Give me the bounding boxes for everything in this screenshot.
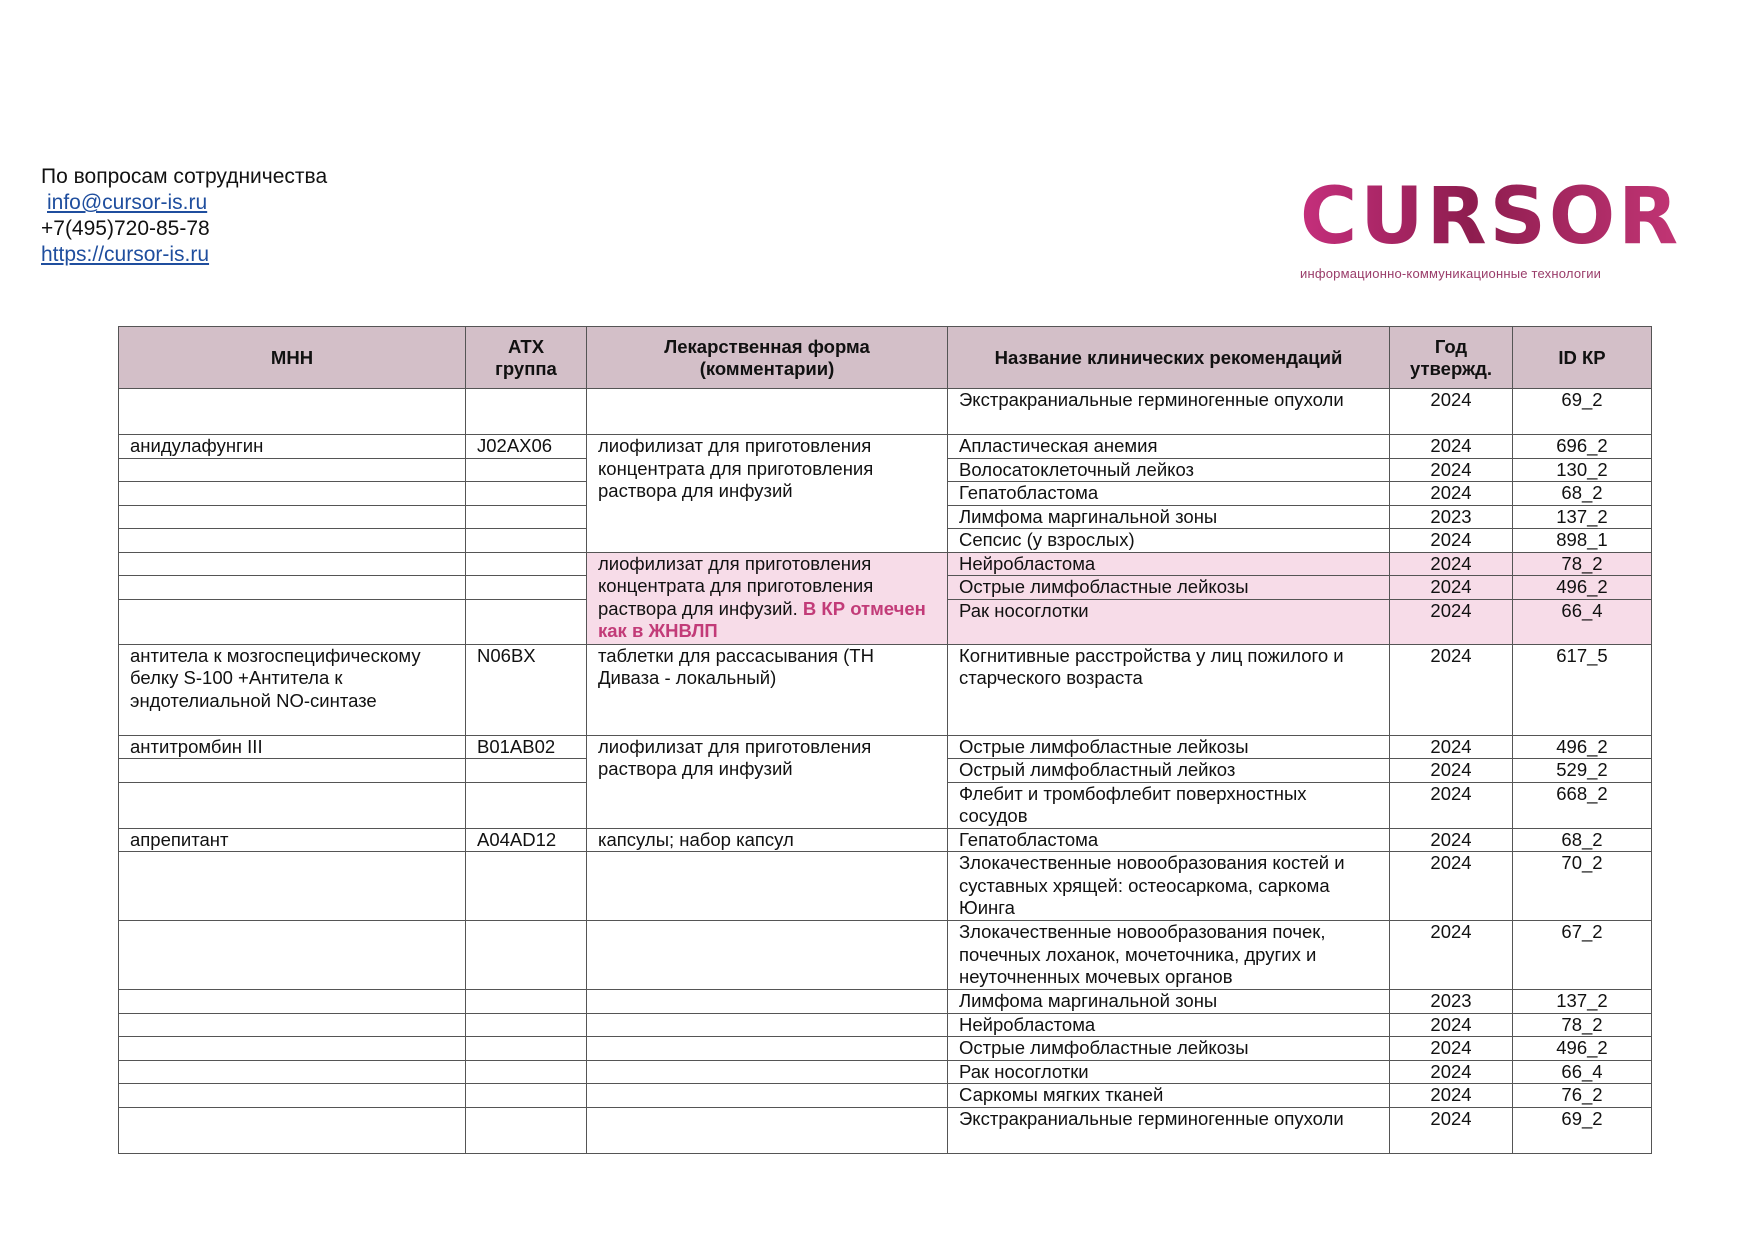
cell-atx [466, 782, 587, 828]
cell-id: 137_2 [1513, 990, 1652, 1014]
cell-kr: Экстракраниальные герминогенные опухоли [948, 1107, 1390, 1153]
cell-kr: Злокачественные новообразования почек, почечных лоханок, мочеточника, других и неуточненных мочевых органов [948, 921, 1390, 990]
cell-mnn: антитела к мозгоспецифическому белку S-100 +Антитела к эндотелиальной NO-синтазе [119, 644, 466, 735]
cell-kr: Сепсис (у взрослых) [948, 529, 1390, 553]
contact-block [41, 164, 327, 268]
table-row [119, 1013, 1652, 1037]
cell-kr: Экстракраниальные герминогенные опухоли [948, 389, 1390, 435]
cell-mnn [119, 458, 466, 482]
cell-atx [466, 921, 587, 990]
table-row [119, 921, 1652, 990]
table-row [119, 435, 1652, 459]
cell-mnn [119, 990, 466, 1014]
cell-id: 78_2 [1513, 552, 1652, 576]
cell-year: 2024 [1390, 1037, 1513, 1061]
cell-kr: Острый лимфобластный лейкоз [948, 759, 1390, 783]
table-header-row [119, 327, 1652, 389]
table-row [119, 1107, 1652, 1153]
cell-atx [466, 505, 587, 529]
table-row [119, 828, 1652, 852]
cell-year: 2024 [1390, 552, 1513, 576]
cell-mnn [119, 921, 466, 990]
cell-year: 2024 [1390, 1013, 1513, 1037]
table-row [119, 852, 1652, 921]
cell-form: таблетки для рассасывания (ТН Диваза - локальный) [587, 644, 948, 735]
header-id: ID КР [1513, 327, 1652, 389]
cell-atx [466, 759, 587, 783]
cell-id: 66_4 [1513, 599, 1652, 644]
cell-mnn [119, 1084, 466, 1108]
cell-mnn [119, 782, 466, 828]
cell-kr: Флебит и тромбофлебит поверхностных сосудов [948, 782, 1390, 828]
logo-tagline: информационно-коммуникационные технологии [1300, 266, 1602, 281]
cell-year: 2024 [1390, 828, 1513, 852]
cell-kr: Острые лимфобластные лейкозы [948, 735, 1390, 759]
table-row-highlighted [119, 552, 1652, 576]
cell-mnn [119, 1013, 466, 1037]
cell-id: 668_2 [1513, 782, 1652, 828]
cell-atx: B01AB02 [466, 735, 587, 759]
cell-mnn [119, 552, 466, 576]
cell-year: 2024 [1390, 735, 1513, 759]
table-row [119, 1060, 1652, 1084]
cell-mnn [119, 1107, 466, 1153]
cell-year: 2024 [1390, 644, 1513, 735]
cell-id: 496_2 [1513, 735, 1652, 759]
cell-id: 496_2 [1513, 1037, 1652, 1061]
cell-id: 78_2 [1513, 1013, 1652, 1037]
cell-form: лиофилизат для приготовления концентрата для приготовления раствора для инфузий [587, 435, 948, 553]
website-link[interactable]: https://cursor-is.ru [41, 243, 210, 266]
header-atx: АТХ группа [466, 327, 587, 389]
table-row [119, 735, 1652, 759]
cell-kr: Нейробластома [948, 1013, 1390, 1037]
cell-atx: J02AX06 [466, 435, 587, 459]
cell-id: 898_1 [1513, 529, 1652, 553]
cell-id: 76_2 [1513, 1084, 1652, 1108]
cell-mnn [119, 505, 466, 529]
cell-year: 2023 [1390, 990, 1513, 1014]
cell-form [587, 1107, 948, 1153]
header-mnn: МНН [119, 327, 466, 389]
cell-id: 70_2 [1513, 852, 1652, 921]
cell-id: 67_2 [1513, 921, 1652, 990]
cell-mnn: антитромбин III [119, 735, 466, 759]
cell-year: 2024 [1390, 1060, 1513, 1084]
cell-atx [466, 852, 587, 921]
cell-kr: Злокачественные новообразования костей и суставных хрящей: остеосаркома, саркома Юинга [948, 852, 1390, 921]
cell-year: 2024 [1390, 482, 1513, 506]
email-link[interactable]: info@cursor-is.ru [47, 191, 208, 214]
cell-atx [466, 576, 587, 600]
table-row [119, 1084, 1652, 1108]
cell-id: 69_2 [1513, 389, 1652, 435]
cell-atx: A04AD12 [466, 828, 587, 852]
cell-year: 2023 [1390, 505, 1513, 529]
cell-year: 2024 [1390, 389, 1513, 435]
cell-id: 68_2 [1513, 828, 1652, 852]
cell-kr: Рак носоглотки [948, 599, 1390, 644]
header-form: Лекарственная форма (комментарии) [587, 327, 948, 389]
cell-form [587, 1037, 948, 1061]
cell-kr: Нейробластома [948, 552, 1390, 576]
cell-kr: Лимфома маргинальной зоны [948, 505, 1390, 529]
cell-atx [466, 1037, 587, 1061]
cell-form: лиофилизат для приготовления раствора для инфузий [587, 735, 948, 828]
cell-kr: Саркомы мягких тканей [948, 1084, 1390, 1108]
cell-atx [466, 1013, 587, 1037]
cell-atx [466, 1060, 587, 1084]
cell-atx [466, 599, 587, 644]
cell-id: 66_4 [1513, 1060, 1652, 1084]
cell-mnn [119, 599, 466, 644]
cell-year: 2024 [1390, 759, 1513, 783]
cell-form [587, 921, 948, 990]
cell-kr: Когнитивные расстройства у лиц пожилого и старческого возраста [948, 644, 1390, 735]
cell-form: капсулы; набор капсул [587, 828, 948, 852]
logo-wordmark: CURSOR [1300, 172, 1682, 262]
cell-mnn: анидулафунгин [119, 435, 466, 459]
cell-kr: Рак носоглотки [948, 1060, 1390, 1084]
cell-mnn [119, 759, 466, 783]
cell-mnn [119, 482, 466, 506]
cell-form [587, 990, 948, 1014]
cell-atx [466, 552, 587, 576]
cell-kr: Острые лимфобластные лейкозы [948, 576, 1390, 600]
cell-year: 2024 [1390, 1084, 1513, 1108]
cell-atx [466, 1084, 587, 1108]
cell-kr: Волосатоклеточный лейкоз [948, 458, 1390, 482]
cell-kr: Апластическая анемия [948, 435, 1390, 459]
cell-year: 2024 [1390, 782, 1513, 828]
cell-year: 2024 [1390, 458, 1513, 482]
cell-id: 137_2 [1513, 505, 1652, 529]
cell-mnn [119, 852, 466, 921]
cell-form [587, 389, 948, 435]
cell-kr: Острые лимфобластные лейкозы [948, 1037, 1390, 1061]
cell-year: 2024 [1390, 529, 1513, 553]
cell-atx [466, 389, 587, 435]
table-row [119, 644, 1652, 735]
cell-year: 2024 [1390, 599, 1513, 644]
cell-year: 2024 [1390, 852, 1513, 921]
cell-id: 69_2 [1513, 1107, 1652, 1153]
cell-mnn [119, 576, 466, 600]
cell-form-highlighted: лиофилизат для приготовления концентрата для приготовления раствора для инфузий. В КР отмечен как в ЖНВЛП [587, 552, 948, 644]
cell-form [587, 852, 948, 921]
cell-id: 130_2 [1513, 458, 1652, 482]
zhnvlp-note: В КР отмечен как в ЖНВЛП [598, 597, 926, 641]
cell-atx [466, 990, 587, 1014]
contact-title: По вопросам сотрудничества [41, 165, 328, 188]
cell-id: 496_2 [1513, 576, 1652, 600]
cell-mnn [119, 1060, 466, 1084]
cell-atx [466, 529, 587, 553]
cell-year: 2024 [1390, 576, 1513, 600]
cell-atx [466, 482, 587, 506]
cell-atx [466, 458, 587, 482]
cursor-logo [1300, 172, 1682, 288]
cell-kr: Гепатобластома [948, 828, 1390, 852]
cell-year: 2024 [1390, 435, 1513, 459]
header-year: Год утвержд. [1390, 327, 1513, 389]
cell-year: 2024 [1390, 921, 1513, 990]
cell-id: 617_5 [1513, 644, 1652, 735]
table-row [119, 1037, 1652, 1061]
cell-atx: N06BX [466, 644, 587, 735]
table-row [119, 990, 1652, 1014]
cell-year: 2024 [1390, 1107, 1513, 1153]
clinical-recommendations-table [118, 326, 1652, 1154]
cell-mnn: апрепитант [119, 828, 466, 852]
cell-id: 68_2 [1513, 482, 1652, 506]
cell-kr: Лимфома маргинальной зоны [948, 990, 1390, 1014]
cell-form [587, 1084, 948, 1108]
cell-form [587, 1060, 948, 1084]
cell-mnn [119, 529, 466, 553]
cell-id: 696_2 [1513, 435, 1652, 459]
cell-mnn [119, 1037, 466, 1061]
cell-form [587, 1013, 948, 1037]
header-kr-name: Название клинических рекомендаций [948, 327, 1390, 389]
table-row [119, 389, 1652, 435]
cell-mnn [119, 389, 466, 435]
cell-atx [466, 1107, 587, 1153]
cell-kr: Гепатобластома [948, 482, 1390, 506]
cell-id: 529_2 [1513, 759, 1652, 783]
phone-number: +7(495)720-85-78 [41, 217, 210, 240]
